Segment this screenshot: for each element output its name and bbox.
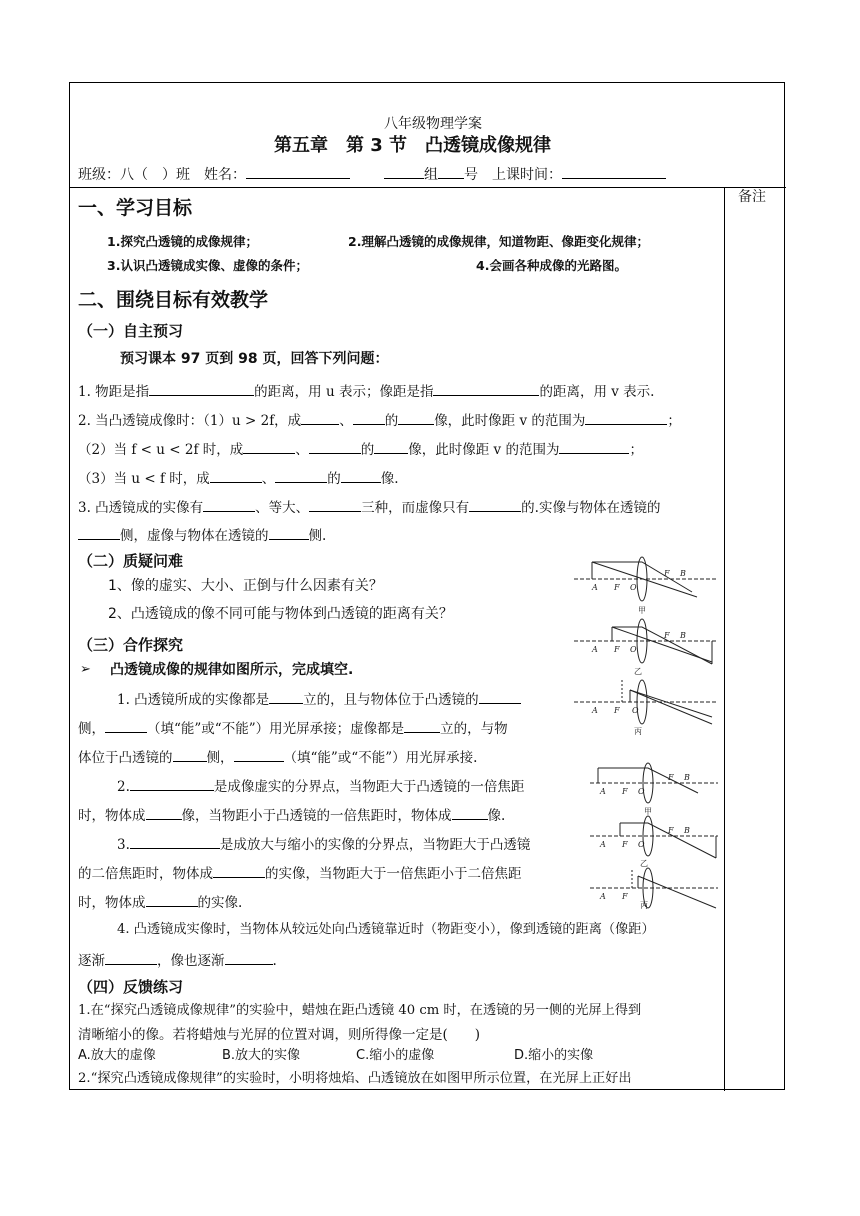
- label-jia: 甲: [644, 807, 652, 816]
- blank[interactable]: [146, 893, 198, 907]
- label-f2: F: [668, 826, 674, 835]
- group-blank[interactable]: [384, 165, 424, 179]
- blank[interactable]: [78, 526, 120, 540]
- blank[interactable]: [275, 469, 327, 483]
- class-name-label: 班级：八（ ）班 姓名：: [78, 167, 246, 183]
- info-line: [78, 165, 666, 183]
- question-2-2: （2）当 f < u < 2f 时，成 、 的 像，此时像距 v 的范围为 ；: [78, 442, 643, 458]
- subsection-explore: （三）合作探究: [78, 636, 184, 654]
- label-a: A: [600, 892, 606, 901]
- section-heading-goals: 一、学习目标: [78, 197, 193, 219]
- label-b: B: [684, 773, 690, 782]
- label-a: A: [592, 645, 598, 654]
- blank[interactable]: [213, 864, 265, 878]
- label-a: A: [592, 583, 598, 592]
- label-o: O: [630, 583, 637, 592]
- blank[interactable]: [404, 719, 440, 733]
- blank[interactable]: [398, 411, 434, 425]
- explore-3: 3. 是成放大与缩小的实像的分界点，当物距大于凸透镜: [117, 837, 531, 853]
- blank[interactable]: [309, 498, 361, 512]
- explore-instruction: 凸透镜成像的规律如图所示，完成填空.: [110, 662, 354, 678]
- blank[interactable]: [374, 440, 408, 454]
- header-divider: [70, 187, 786, 188]
- lens-diagram-set-1: [572, 552, 720, 736]
- option-d[interactable]: D.缩小的实像: [514, 1048, 594, 1063]
- label-o: O: [632, 706, 639, 715]
- label-o: O: [630, 645, 637, 654]
- blank[interactable]: [309, 440, 361, 454]
- question-3-2: 侧，虚像与物体在透镜的 侧.: [78, 526, 326, 544]
- feedback-q1-line2: 清晰缩小的像。若将蜡烛与光屏的位置对调，则所得像一定是( ): [78, 1027, 481, 1043]
- subsection-feedback: （四）反馈练习: [78, 978, 184, 996]
- lens-diagram-set-2: [588, 758, 720, 908]
- section-heading-teaching: 二、围绕目标有效教学: [78, 289, 269, 311]
- label-f: F: [622, 840, 628, 849]
- explore-2: 2. 是成像虚实的分界点，当物距大于凸透镜的一倍焦距: [117, 779, 525, 795]
- label-b: B: [680, 631, 686, 640]
- label-a: A: [600, 840, 606, 849]
- blank[interactable]: [234, 748, 284, 762]
- question-3: 3. 凸透镜成的实像有 、等大、 三种，而虚像只有 的.实像与物体在透镜的: [78, 500, 661, 516]
- label-f: F: [614, 645, 620, 654]
- remark-label: 备注: [738, 189, 766, 205]
- feedback-q1-line1: 1.在“探究凸透镜成像规律”的实验中，蜡烛在距凸透镜 40 cm 时，在透镜的另一侧的光屏上得到: [78, 1003, 642, 1018]
- blank[interactable]: [210, 469, 262, 483]
- label-f2: F: [664, 631, 670, 640]
- label-jia: 甲: [638, 606, 646, 615]
- blank[interactable]: [105, 719, 147, 733]
- label-f2: F: [668, 773, 674, 782]
- question-1: 1. 物距是指 的距离，用 u 表示；像距是指 的距离，用 v 表示.: [78, 384, 655, 400]
- label-b: B: [680, 569, 686, 578]
- label-bing: 丙: [640, 901, 648, 910]
- label-a: A: [600, 787, 606, 796]
- blank[interactable]: [146, 806, 182, 820]
- arrow-bullet-icon: ➢: [80, 662, 91, 677]
- label-bing: 丙: [634, 727, 642, 736]
- option-b[interactable]: B.放大的实像: [222, 1048, 301, 1063]
- label-a: A: [592, 706, 598, 715]
- blank[interactable]: [203, 498, 255, 512]
- blank[interactable]: [301, 411, 339, 425]
- explore-2-2: 时，物体成 像，当物距小于凸透镜的一倍焦距时，物体成 像.: [78, 808, 506, 824]
- question-2-3: （3）当 u < f 时，成 、 的 像.: [78, 471, 399, 487]
- explore-3-2: 的二倍焦距时，物体成 的实像，当物距大于一倍焦距小于二倍焦距: [78, 866, 522, 882]
- goal-4: 4.会画各种成像的光路图。: [476, 258, 627, 273]
- blank[interactable]: [130, 835, 220, 849]
- blank[interactable]: [341, 469, 381, 483]
- blank[interactable]: [269, 526, 309, 540]
- blank[interactable]: [243, 440, 295, 454]
- blank[interactable]: [105, 951, 157, 965]
- feedback-q2-line1: 2.“探究凸透镜成像规律”的实验时，小明将烛焰、凸透镜放在如图甲所示位置，在光屏上正好出: [78, 1071, 632, 1086]
- explore-4-2: 逐渐 ，像也逐渐 .: [78, 953, 277, 969]
- explore-3-3: 时，物体成 的实像.: [78, 895, 243, 911]
- blank[interactable]: [173, 748, 207, 762]
- group-label: 组: [424, 167, 438, 183]
- goal-1: 1.探究凸透镜的成像规律；: [107, 234, 258, 249]
- blank[interactable]: [225, 951, 273, 965]
- label-f: F: [622, 787, 628, 796]
- ask-2: 2、凸透镜成的像不同可能与物体到凸透镜的距离有关？: [108, 606, 453, 622]
- ask-1: 1、像的虚实、大小、正倒与什么因素有关？: [108, 578, 383, 594]
- option-a[interactable]: A.放大的虚像: [78, 1048, 156, 1063]
- label-yi: 乙: [640, 859, 648, 868]
- label-b: B: [684, 826, 690, 835]
- time-blank[interactable]: [562, 165, 666, 179]
- explore-4: 4. 凸透镜成实像时，当物体从较远处向凸透镜靠近时（物距变小），像到透镜的距离（像距）: [117, 922, 655, 937]
- subsection-questions: （二）质疑问难: [78, 552, 184, 570]
- name-blank[interactable]: [246, 165, 350, 179]
- preview-instruction: 预习课本 97 页到 98 页，回答下列问题：: [120, 351, 389, 367]
- label-o: O: [638, 787, 645, 796]
- blank[interactable]: [149, 382, 254, 396]
- label-yi: 乙: [634, 667, 642, 676]
- blank[interactable]: [433, 382, 539, 396]
- subtitle: 八年级物理学案: [384, 116, 482, 132]
- number-blank[interactable]: [438, 165, 464, 179]
- blank[interactable]: [585, 411, 667, 425]
- remark-column-divider: [724, 187, 725, 1091]
- option-c[interactable]: C.缩小的虚像: [356, 1048, 435, 1063]
- explore-1-2: 侧， （填“能”或“不能”）用光屏承接；虚像都是 立的，与物: [78, 721, 508, 737]
- blank[interactable]: [353, 411, 385, 425]
- explore-1-3: 体位于凸透镜的 侧， （填“能”或“不能”）用光屏承接.: [78, 750, 478, 766]
- label-f: F: [622, 892, 628, 901]
- number-time-label: 号 上课时间：: [464, 167, 562, 183]
- blank[interactable]: [559, 440, 629, 454]
- blank[interactable]: [130, 777, 214, 791]
- page-title: 第五章 第 3 节 凸透镜成像规律: [274, 135, 552, 156]
- blank[interactable]: [479, 690, 521, 704]
- label-f2: F: [664, 569, 670, 578]
- blank[interactable]: [452, 806, 488, 820]
- label-f: F: [614, 583, 620, 592]
- question-2: 2. 当凸透镜成像时：（1）u > 2f，成 、 的 像，此时像距 v 的范围为 ；: [78, 413, 681, 429]
- label-f: F: [614, 706, 620, 715]
- goal-2: 2.理解凸透镜的成像规律，知道物距、像距变化规律；: [348, 234, 649, 249]
- blank[interactable]: [269, 690, 303, 704]
- label-o: O: [638, 840, 645, 849]
- goal-3: 3.认识凸透镜成实像、虚像的条件；: [107, 258, 308, 273]
- explore-1: 1. 凸透镜所成的实像都是 立的，且与物体位于凸透镜的: [117, 690, 521, 708]
- subsection-preview: （一）自主预习: [78, 322, 184, 340]
- blank[interactable]: [469, 498, 521, 512]
